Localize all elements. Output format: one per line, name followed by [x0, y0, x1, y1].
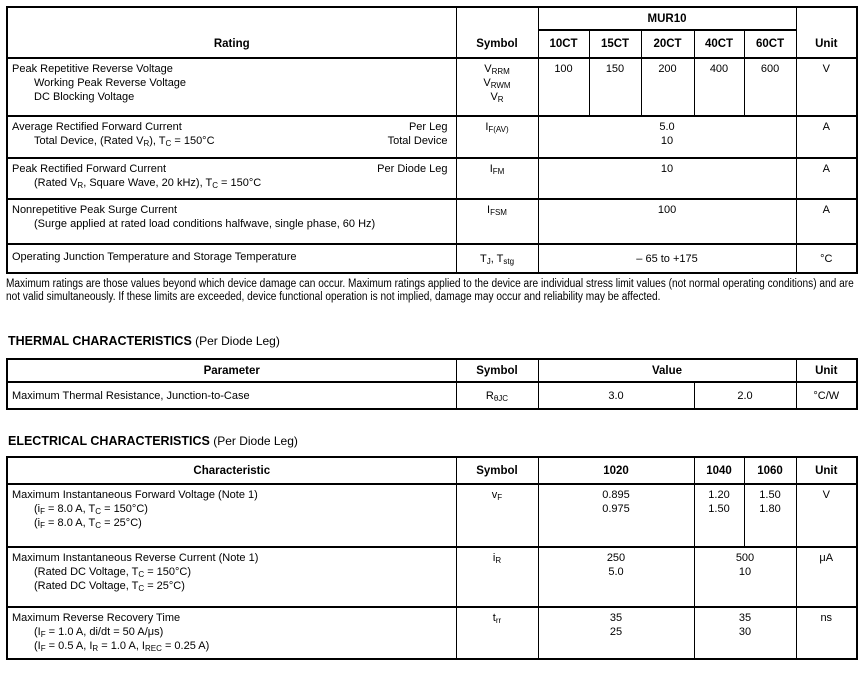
rating-cell: [7, 116, 456, 158]
value-cell: 3.0: [538, 382, 694, 409]
rating-line: Working Peak Reverse Voltage: [34, 77, 187, 89]
value-cell: 150: [589, 58, 641, 116]
electrical-header-1040: 1040: [694, 457, 744, 484]
table-row: [7, 58, 857, 116]
ratings-header-variant-10ct: 10CT: [538, 30, 589, 58]
electrical-header-symbol: Symbol: [456, 457, 538, 484]
rating-line: Average Rectified Forward Current: [12, 121, 182, 133]
symbol-cell: $R_{\theta JC}$: [456, 382, 538, 409]
characteristic-line: ($I_F = 1.0$ A, di/dt = 50 A/μs): [34, 626, 164, 639]
rating-line: DC Blocking Voltage: [34, 91, 135, 103]
unit-cell: A: [796, 199, 857, 244]
rating-qualifier: Total Device: [387, 135, 448, 147]
table-row: [7, 484, 857, 547]
table-row: [7, 199, 857, 244]
electrical-section-heading: [8, 434, 856, 449]
characteristic-cell: [7, 607, 456, 659]
value-cell: 400: [694, 58, 744, 116]
thermal-header-value: Value: [538, 359, 796, 382]
symbol-cell: $V_{RRM}$ $V_{RWM}$ $V_R$: [456, 58, 538, 116]
ratings-header-variant-60ct: 60CT: [744, 30, 796, 58]
table-row: [7, 547, 857, 607]
table-row: [7, 244, 857, 273]
value-cell: 250 5.0: [538, 547, 694, 607]
electrical-section-subtitle: (Per Diode Leg): [209, 434, 298, 448]
characteristic-line: Maximum Reverse Recovery Time: [12, 612, 181, 624]
thermal-header-unit: Unit: [796, 359, 857, 382]
rating-qualifier: Per Leg: [408, 121, 448, 133]
rating-line: (Surge applied at rated load conditions halfwave, single phase, 60 Hz): [34, 218, 376, 230]
rating-line: (Rated $V_R$, Square Wave, 20 kHz), $T_C = 150^\circ C$: [34, 177, 262, 190]
thermal-characteristics-table: [6, 358, 858, 410]
rating-line: Nonrepetitive Peak Surge Current: [12, 204, 178, 216]
ratings-header-variant-20ct: 20CT: [641, 30, 694, 58]
value-cell: 600: [744, 58, 796, 116]
value-cell: 200: [641, 58, 694, 116]
rating-line: Total Device, (Rated $V_R$), $T_C = 150^\circ C$: [34, 135, 215, 148]
characteristic-line: ($I_F = 0.5$ A, $I_R = 1.0$ A, $I_{REC} = 0.25$ A): [34, 640, 210, 653]
value-cell: 10: [538, 158, 796, 199]
unit-cell: V: [796, 58, 857, 116]
value-cell: 1.20 1.50: [694, 484, 744, 547]
characteristic-line: (Rated DC Voltage, $T_C = 150^\circ C$): [34, 566, 192, 579]
unit-cell: ns: [796, 607, 857, 659]
unit-cell: A: [796, 116, 857, 158]
characteristic-cell: [7, 547, 456, 607]
value-cell: – 65 to +175: [538, 244, 796, 273]
table-row: [7, 158, 857, 199]
value-cell: 35 30: [694, 607, 796, 659]
ratings-header-symbol: Symbol: [456, 7, 538, 58]
characteristic-line: (Rated DC Voltage, $T_C = 25^\circ C$): [34, 580, 185, 593]
thermal-header-symbol: Symbol: [456, 359, 538, 382]
symbol-cell: $I_{F(AV)}$: [456, 116, 538, 158]
value-cell: 500 10: [694, 547, 796, 607]
electrical-header-unit: Unit: [796, 457, 857, 484]
ratings-header-variant-40ct: 40CT: [694, 30, 744, 58]
rating-cell: [7, 244, 456, 273]
ratings-header-series: MUR10: [538, 7, 796, 30]
value-cell: 2.0: [694, 382, 796, 409]
rating-cell: [7, 199, 456, 244]
value-cell: 1.50 1.80: [744, 484, 796, 547]
rating-line: Operating Junction Temperature and Storage Temperature: [12, 251, 297, 263]
symbol-cell: $i_R$: [456, 547, 538, 607]
thermal-header-parameter: Parameter: [7, 359, 456, 382]
characteristic-line: Maximum Instantaneous Reverse Current (Note 1): [12, 552, 259, 564]
unit-cell: °C/W: [796, 382, 857, 409]
rating-line: Peak Repetitive Reverse Voltage: [12, 63, 173, 75]
symbol-cell: $I_{FSM}$: [456, 199, 538, 244]
symbol-cell: $T_J$, $T_{stg}$: [456, 244, 538, 273]
maximum-ratings-table: [6, 6, 858, 274]
ratings-header-rating: Rating: [7, 7, 456, 58]
characteristic-line: Maximum Instantaneous Forward Voltage (Note 1): [12, 489, 258, 501]
symbol-cell: $t_{rr}$: [456, 607, 538, 659]
symbol-cell: $I_{FM}$: [456, 158, 538, 199]
maximum-ratings-note: Maximum ratings are those values beyond which device damage can occur. Maximum ratings applied to the device are individual stress limit values (not normal operating conditions) and are not valid simultaneously. If these limits are exceeded, device functional operation is not implied, damage may occur and reliability may be affected.: [6, 278, 854, 303]
thermal-section-heading: [8, 334, 856, 349]
value-cell: 5.0 10: [538, 116, 796, 158]
electrical-section-title: ELECTRICAL CHARACTERISTICS: [8, 434, 210, 448]
rating-line: Peak Rectified Forward Current: [12, 163, 167, 175]
value-cell: 0.895 0.975: [538, 484, 694, 547]
parameter-cell: Maximum Thermal Resistance, Junction-to-Case: [7, 382, 456, 409]
value-cell: 100: [538, 58, 589, 116]
value-cell: 100: [538, 199, 796, 244]
thermal-section-subtitle: (Per Diode Leg): [191, 334, 280, 348]
electrical-header-1060: 1060: [744, 457, 796, 484]
rating-cell: [7, 58, 456, 116]
characteristic-line: ($i_F = 8.0$ A, $T_C = 25^\circ C$): [34, 517, 142, 530]
table-row: [7, 382, 857, 409]
unit-cell: μA: [796, 547, 857, 607]
ratings-header-unit: Unit: [796, 7, 857, 58]
unit-cell: A: [796, 158, 857, 199]
table-row: [7, 607, 857, 659]
rating-qualifier: Per Diode Leg: [377, 163, 448, 175]
characteristic-cell: [7, 484, 456, 547]
electrical-characteristics-table: [6, 456, 858, 660]
value-cell: 35 25: [538, 607, 694, 659]
rating-cell: [7, 158, 456, 199]
thermal-section-title: THERMAL CHARACTERISTICS: [8, 334, 192, 348]
symbol-cell: $v_F$: [456, 484, 538, 547]
unit-cell: °C: [796, 244, 857, 273]
electrical-header-1020: 1020: [538, 457, 694, 484]
ratings-header-variant-15ct: 15CT: [589, 30, 641, 58]
unit-cell: V: [796, 484, 857, 547]
table-row: [7, 116, 857, 158]
characteristic-line: ($i_F = 8.0$ A, $T_C = 150^\circ C$): [34, 503, 148, 516]
electrical-header-characteristic: Characteristic: [7, 457, 456, 484]
